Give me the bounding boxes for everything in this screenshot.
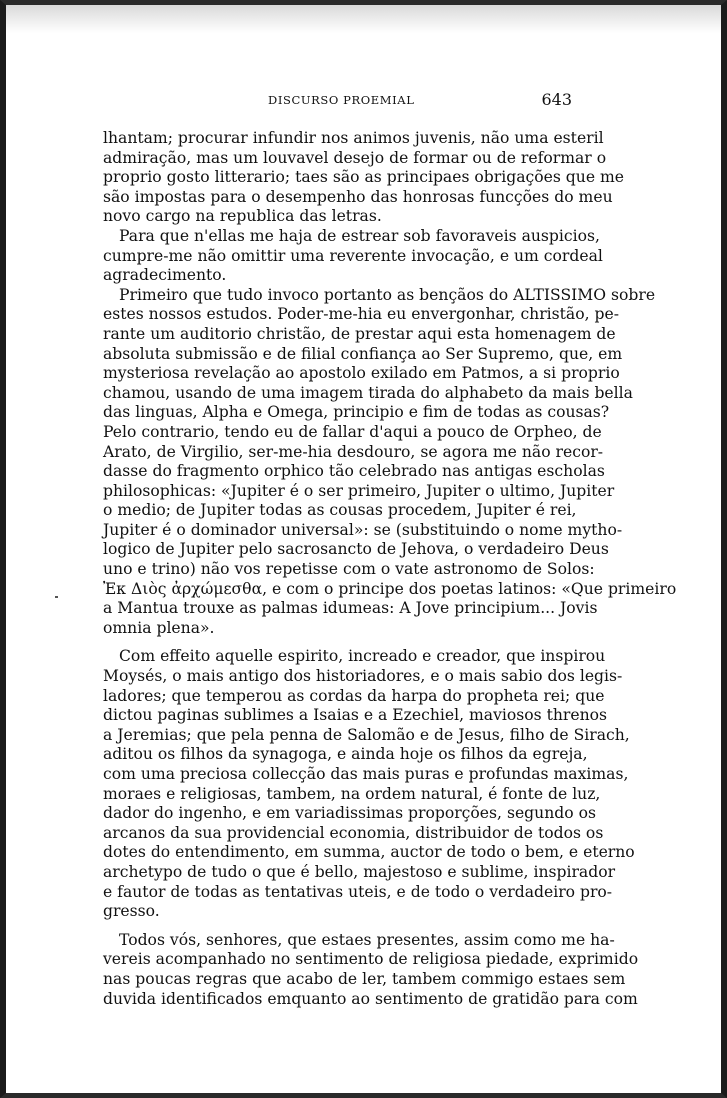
text-line: admiração, mas um louvavel desejo de formar ou de reformar o (103, 148, 607, 167)
paragraph (103, 930, 639, 1009)
text-line: novo cargo na republica das letras. (103, 207, 382, 226)
page-number: 643 (541, 90, 572, 109)
page-header (103, 90, 572, 114)
paragraph (103, 647, 635, 921)
text-line: dotes do entendimento, em summa, auctor de todo o bem, e eterno (103, 843, 635, 862)
text-line: nas poucas regras que acabo de ler, tambem commigo estaes sem (103, 969, 626, 988)
text-line: das linguas, Alpha e Omega, principio e fim de todas as cousas? (103, 403, 610, 422)
text-line: a Mantua trouxe as palmas idumeas: A Jove principium... Jovis (103, 599, 598, 618)
text-line: dictou paginas sublimes a Isaias e a Ezechiel, maviosos threnos (103, 706, 608, 725)
text-line: estes nossos estudos. Poder-me-hia eu envergonhar, christão, pe- (103, 305, 620, 324)
text-line: Moysés, o mais antigo dos historiadores, e o mais sabio dos legis- (103, 667, 623, 686)
text-line: chamou, usando de uma imagem tirada do alphabeto da mais bella (103, 383, 633, 402)
text-line: lhantam; procurar infundir nos animos juvenis, não uma esteril (103, 129, 604, 147)
paragraph (103, 226, 603, 286)
text-line: a Jeremias; que pela penna de Salomão e de Jesus, filho de Sirach, (103, 725, 630, 744)
text-line: uno e trino) não vos repetisse com o vate astronomo de Solos: (103, 560, 595, 579)
text-line: dasse do fragmento orphico tão celebrado nas antigas escholas (103, 462, 605, 481)
text-line: vereis acompanhado no sentimento de religiosa piedade, exprimido (103, 950, 639, 969)
text-line: omnia plena». (103, 618, 215, 637)
paragraph (103, 285, 677, 639)
text-line: archetypo de tudo o que é bello, majestoso e sublime, inspirador (103, 862, 616, 881)
text-line: Arato, de Virgilio, ser-me-hia desdouro, se agora me não recor- (103, 442, 604, 461)
text-line: Jupiter é o dominador universal»: se (substituindo o nome mytho- (103, 520, 623, 539)
paragraph-gap (103, 922, 572, 931)
paragraph (103, 129, 625, 227)
text-line: e fautor de todas as tentativas uteis, e de todo o verdadeiro pro- (103, 882, 613, 901)
text-line: com uma preciosa collecção das mais puras e profundas maximas, (103, 765, 629, 783)
text-line: gresso. (103, 902, 160, 921)
text-line: cumpre-me não omittir uma reverente invocação, e um cordeal (103, 246, 603, 265)
text-line: dador do ingenho, e em variadissimas proporções, segundo os (103, 804, 596, 823)
page-top-shadow (6, 5, 721, 33)
margin-mark (55, 596, 58, 598)
text-line: Com effeito aquelle espirito, increado e creador, que inspirou (119, 647, 606, 666)
text-line: logico de Jupiter pelo sacrosancto de Jehova, o verdadeiro Deus (103, 540, 609, 559)
text-line: duvida identificados emquanto ao sentimento de gratidão para com (103, 989, 638, 1008)
text-line: ladores; que temperou as cordas da harpa do propheta rei; que (103, 686, 605, 705)
text-line: arcanos da sua providencial economia, distribuidor de todos os (103, 823, 604, 842)
text-line: Todos vós, senhores, que estaes presentes, assim como me ha- (119, 930, 615, 949)
paragraph-gap (103, 638, 572, 647)
running-title: DISCURSO PROEMIAL (268, 93, 415, 107)
text-line: agradecimento. (103, 266, 227, 285)
text-line: absoluta submissão e de filial confiança ao Ser Supremo, que, em (103, 344, 623, 363)
text-line: Para que n'ellas me haja de estrear sob favoraveis auspicios, (119, 226, 600, 245)
text-line: Pelo contrario, tendo eu de fallar d'aqui a pouco de Orpheo, de (103, 422, 602, 441)
text-line: rante um auditorio christão, de prestar aqui esta homenagem de (103, 324, 616, 343)
text-line: Ἐκ Διὸς ἀρχώμεσθα, e com o principe dos poetas latinos: «Que primeiro (103, 579, 677, 598)
text-line: proprio gosto litterario; taes são as principaes obrigações que me (103, 168, 625, 187)
text-line: são impostas para o desempenho das honrosas funcções do meu (103, 187, 613, 206)
text-line: Primeiro que tudo invoco portanto as bençãos do ALTISSIMO sobre (119, 285, 656, 304)
text-line: philosophicas: «Jupiter é o ser primeiro, Jupiter o ultimo, Jupiter (103, 481, 615, 500)
text-line: moraes e religiosas, tambem, na ordem natural, é fonte de luz, (103, 784, 601, 803)
text-line: o medio; de Jupiter todas as cousas procedem, Jupiter é rei, (103, 501, 577, 520)
text-line: mysteriosa revelação ao apostolo exilado em Patmos, a si proprio (103, 364, 620, 383)
body-text (103, 129, 677, 1009)
text-line: aditou os filhos da synagoga, e ainda hoje os filhos da egreja, (103, 745, 588, 764)
